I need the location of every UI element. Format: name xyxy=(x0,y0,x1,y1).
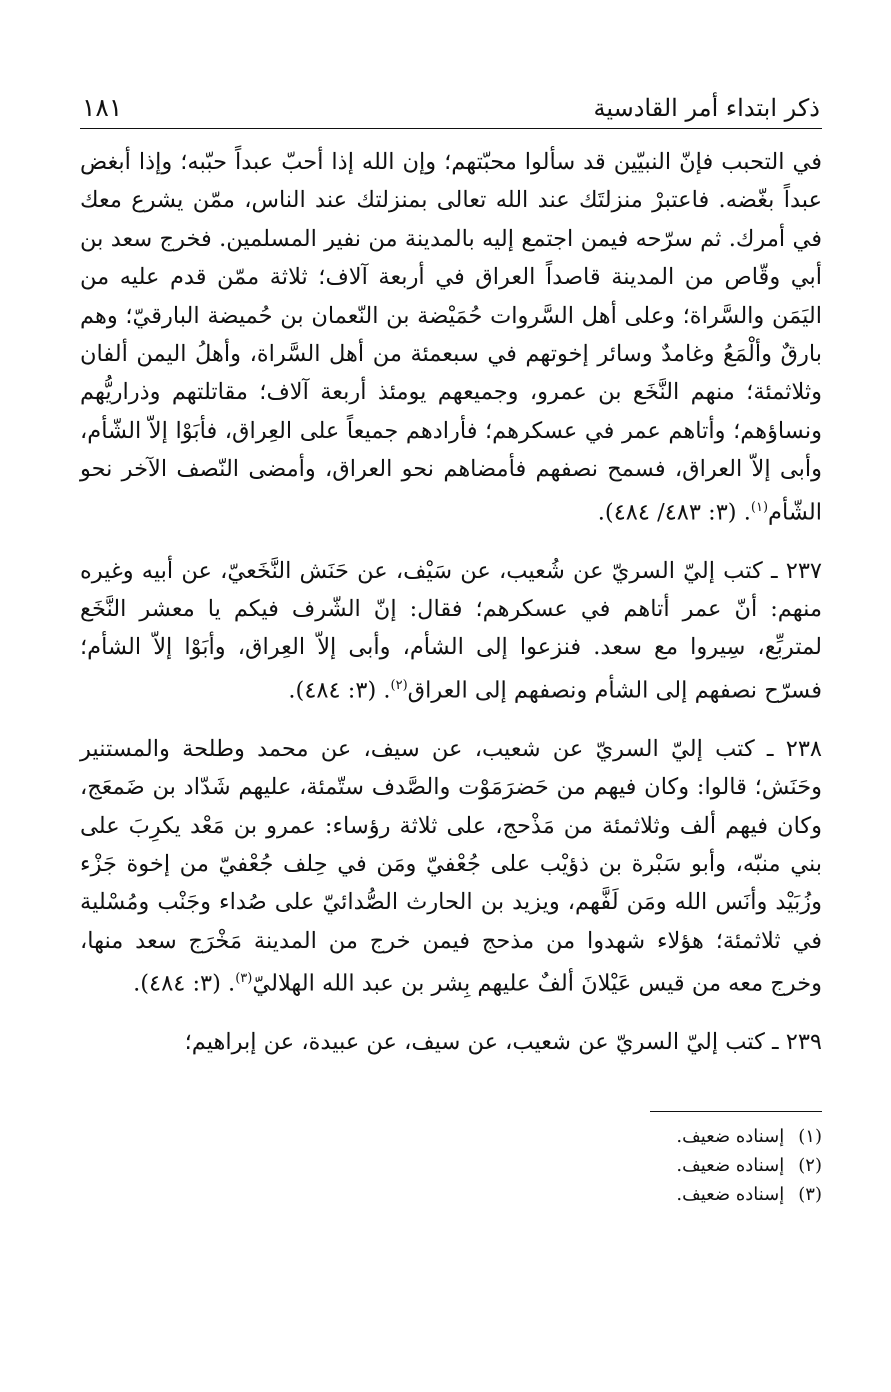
footnote-number: (١) xyxy=(798,1126,822,1148)
page-body xyxy=(80,143,822,1061)
footnote xyxy=(80,1180,822,1209)
paragraph-text: ٢٣٧ ـ كتب إليّ السريّ عن شُعيب، عن سَيْف، عن حَنَش النَّخَعيّ، عن أبيه وغيره منهم: أنّ عمر أتاهم في عسكرهم؛ فقال: إنّ الشّرف فيكم يا معشر النَّخَع لمتربِّع، سِيروا مع سعد. فنزعوا إلى الشأم، وأبى إلاّ العِراق، وأبَوْا إلاّ الشأم؛ فسرّح نصفهم إلى الشأم ونصفهم إلى العراق xyxy=(80,557,822,704)
paragraph-text: في التحبب فإنّ النبيّين قد سألوا محبّتهم؛ وإن الله إذا أحبّ عبداً حبّبه؛ وإذا أبغض عبداً بغّضه. فاعتبرْ منزلتَك عند الله تعالى بمنزلتك عند الناس، ممّن يشرع معك في أمرك. ثم سرّحه فيمن اجتمع إليه بالمدينة من نفير المسلمين. فخرج سعد بن أبي وقّاص من المدينة قاصداً العراق في أربعة آلاف؛ ثلاثة ممّن قدم عليه من اليَمَن والسَّراة؛ وعلى أهل السَّروات حُمَيْضة بن النّعمان بن حُميضة البارقيّ؛ وهم بارقٌ وألْمَعُ وغامدٌ وسائر إخوتهم في سبعمئة من أهل السَّراة، وأهلُ اليمن ألفان وثلاثمئة؛ منهم النَّخَع بن عمرو، وجميعهم يومئذ أربعة آلاف؛ مقاتلتهم وذراريُّهم ونساؤهم؛ وأتاهم عمر في عسكرهم؛ فأرادهم جميعاً على العِراق، فأبَوْا إلاّ الشّأم، وأبى إلاّ العراق، فسمح نصفهم فأمضاهم نحو العراق، وأمضى النّصف الآخر نحو الشّأم xyxy=(80,149,822,526)
page-number: ١٨١ xyxy=(82,93,123,122)
footnote-marker: (٣) xyxy=(235,971,253,987)
paragraph xyxy=(80,143,822,532)
footnote-divider xyxy=(650,1111,822,1112)
footnote-marker: (٢) xyxy=(390,677,408,693)
footnote-number: (٣) xyxy=(798,1184,822,1206)
paragraph-text: ٢٣٨ ـ كتب إليّ السريّ عن شعيب، عن سيف، عن محمد وطلحة والمستنير وحَنَش؛ قالوا: وكان فيهم من حَضرَمَوْت والصَّدف ستّمئة، عليهم شَدّاد بن ضَمعَج، وكان فيهم ألف وثلاثمئة من مَذْحج، على ثلاثة رؤساء: عمرو بن مَعْد يكرِبَ على بني منبّه، وأبو سَبْرة بن ذؤيْب على جُعْفيّ ومَن في حِلف جُعْفيّ من إخوة جَزْء وزُبَيْد وأنَس الله ومَن لَفَّهم، ويزيد بن الحارث الصُّدائيّ على صُداء وجَنْب ومُسْلية في ثلاثمئة؛ هؤلاء شهدوا من مذحج فيمن خرج من المدينة مَخْرَج سعد منها، وخرج معه من قيس عَيْلانَ ألفٌ عليهم بِشر بن عبد الله الهلاليّ xyxy=(80,735,822,997)
footnote-number: (٢) xyxy=(798,1155,822,1177)
running-title: ذكر ابتداء أمر القادسية xyxy=(593,94,820,122)
footnote xyxy=(80,1151,822,1180)
footnote xyxy=(80,1122,822,1151)
footnote-marker: (١) xyxy=(750,499,769,515)
paragraph xyxy=(80,730,822,1003)
paragraph xyxy=(80,552,822,710)
paragraph xyxy=(80,1023,822,1061)
source-reference: . (٣: ٤٨٣/ ٤٨٤). xyxy=(597,499,751,526)
source-reference: . (٣: ٤٨٤). xyxy=(133,970,236,997)
footnote-text: إسناده ضعيف. xyxy=(676,1184,785,1206)
paragraph-text: ٢٣٩ ـ كتب إليّ السريّ عن شعيب، عن سيف، عن عبيدة، عن إبراهيم؛ xyxy=(184,1029,822,1056)
source-reference: . (٣: ٤٨٤). xyxy=(288,677,391,704)
book-page xyxy=(80,78,822,1209)
footnotes xyxy=(80,1122,822,1209)
footnote-text: إسناده ضعيف. xyxy=(676,1155,785,1177)
footnote-text: إسناده ضعيف. xyxy=(676,1126,785,1148)
page-header xyxy=(80,78,822,129)
